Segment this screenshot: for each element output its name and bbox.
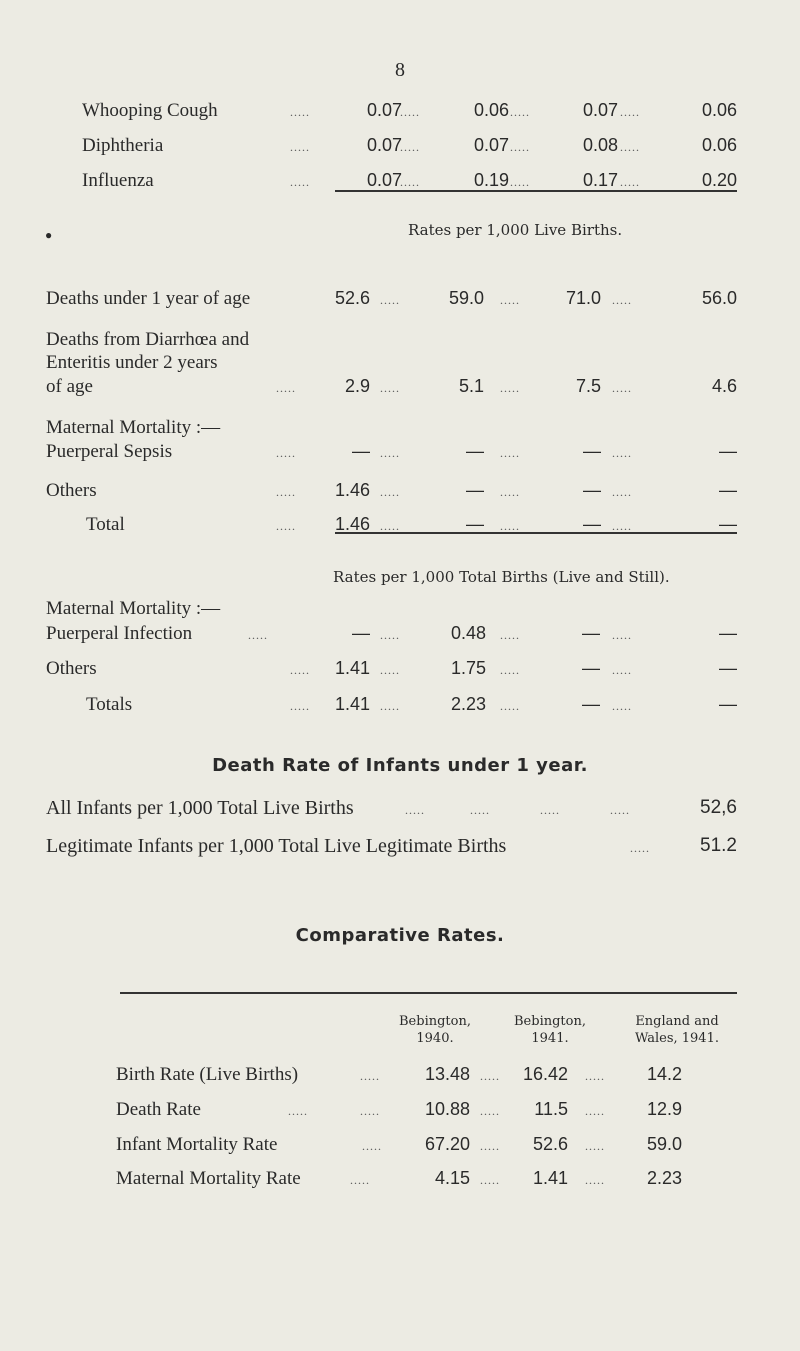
leader-dots: ..... xyxy=(400,175,420,189)
live-births-header: Rates per 1,000 Live Births. xyxy=(408,221,623,239)
cell-value: — xyxy=(719,480,737,500)
leader-dots: ..... xyxy=(510,175,530,189)
leader-dots: ..... xyxy=(612,293,632,307)
column-header-line: 1940. xyxy=(416,1031,454,1046)
cell-value: 0.06 xyxy=(701,100,737,120)
cell-value: 0.19 xyxy=(473,170,509,190)
infant-death-rate-heading: Death Rate of Infants under 1 year. xyxy=(212,755,588,776)
row-label: of age xyxy=(46,376,93,397)
cell-value: 13.48 xyxy=(424,1064,470,1084)
leader-dots: ..... xyxy=(380,446,400,460)
cell-value: — xyxy=(582,658,600,678)
leader-dots: ..... xyxy=(612,663,632,677)
cell-value: 2.23 xyxy=(646,1168,682,1188)
cell-value: — xyxy=(719,694,737,714)
column-header-line: Wales, 1941. xyxy=(635,1031,719,1046)
cell-value: 16.42 xyxy=(522,1064,568,1084)
leader-dots: ..... xyxy=(585,1104,605,1118)
row-label: Puerperal Infection xyxy=(46,623,193,644)
leader-dots: ..... xyxy=(500,519,520,533)
leader-dots: ..... xyxy=(400,105,420,119)
cell-value: 0.07 xyxy=(366,100,402,120)
cell-value: 56.0 xyxy=(701,288,737,308)
leader-dots: ..... xyxy=(610,803,630,817)
cell-value: 0.06 xyxy=(701,135,737,155)
cell-value: 1.41 xyxy=(334,658,370,678)
leader-dots: ..... xyxy=(540,803,560,817)
leader-dots: ..... xyxy=(612,446,632,460)
leader-dots: ..... xyxy=(480,1104,500,1118)
leader-dots: ..... xyxy=(612,628,632,642)
leader-dots: ..... xyxy=(480,1069,500,1083)
row-label: All Infants per 1,000 Total Live Births xyxy=(46,797,354,819)
cell-value: 0.07 xyxy=(582,100,618,120)
leader-dots: ..... xyxy=(276,519,296,533)
cell-value: — xyxy=(582,694,600,714)
row-label: Enteritis under 2 years xyxy=(46,352,218,373)
leader-dots: ..... xyxy=(360,1104,380,1118)
leader-dots: ..... xyxy=(290,105,310,119)
cell-value: 5.1 xyxy=(458,376,484,396)
leader-dots: ..... xyxy=(380,628,400,642)
row-label: Birth Rate (Live Births) xyxy=(116,1064,299,1085)
cell-value: — xyxy=(719,623,737,643)
cell-value: — xyxy=(466,441,484,461)
row-label: Infant Mortality Rate xyxy=(116,1134,278,1155)
section-divider-2 xyxy=(335,532,737,534)
cell-value: 11.5 xyxy=(534,1099,568,1119)
cell-value: 12.9 xyxy=(646,1099,682,1119)
row-label: Others xyxy=(46,658,97,679)
row-label: Others xyxy=(46,480,97,501)
row-label: Totals xyxy=(86,694,133,715)
cell-value: — xyxy=(352,623,370,643)
leader-dots: ..... xyxy=(500,381,520,395)
leader-dots: ..... xyxy=(620,140,640,154)
total-births-header: Rates per 1,000 Total Births (Live and Still). xyxy=(333,568,670,586)
leader-dots: ..... xyxy=(290,663,310,677)
cell-value: 0.07 xyxy=(366,170,402,190)
row-label: Maternal Mortality :— xyxy=(46,417,221,438)
cell-value: 0.08 xyxy=(582,135,618,155)
leader-dots: ..... xyxy=(585,1069,605,1083)
row-label: Maternal Mortality Rate xyxy=(116,1168,301,1189)
leader-dots: ..... xyxy=(480,1139,500,1153)
cell-value: 51.2 xyxy=(700,835,737,856)
row-label: Deaths under 1 year of age xyxy=(46,288,251,309)
leader-dots: ..... xyxy=(585,1173,605,1187)
cell-value: 1.75 xyxy=(450,658,486,678)
column-header xyxy=(480,1013,620,1047)
leader-dots: ..... xyxy=(380,485,400,499)
cell-value: — xyxy=(583,514,601,534)
cell-value: 59.0 xyxy=(448,288,484,308)
cell-value: 52.6 xyxy=(532,1134,568,1154)
leader-dots: ..... xyxy=(630,841,650,855)
leader-dots: ..... xyxy=(290,140,310,154)
cell-value: 10.88 xyxy=(424,1099,470,1119)
cell-value: 1.41 xyxy=(334,694,370,714)
leader-dots: ..... xyxy=(350,1173,370,1187)
column-header-line: 1941. xyxy=(531,1031,569,1046)
leader-dots: ..... xyxy=(612,699,632,713)
leader-dots: ..... xyxy=(288,1104,308,1118)
leader-dots: ..... xyxy=(400,140,420,154)
leader-dots: ..... xyxy=(620,105,640,119)
cell-value: 0.07 xyxy=(473,135,509,155)
row-label: Death Rate xyxy=(116,1099,201,1120)
cell-value: — xyxy=(583,480,601,500)
leader-dots: ..... xyxy=(612,381,632,395)
column-header-line: England and xyxy=(635,1014,719,1029)
leader-dots: ..... xyxy=(612,485,632,499)
leader-dots: ..... xyxy=(612,519,632,533)
leader-dots: ..... xyxy=(290,175,310,189)
cell-value: 14.2 xyxy=(646,1064,682,1084)
leader-dots: ..... xyxy=(276,446,296,460)
cell-value: 4.15 xyxy=(434,1168,470,1188)
leader-dots: ..... xyxy=(380,381,400,395)
cell-value: 0.06 xyxy=(473,100,509,120)
leader-dots: ..... xyxy=(290,699,310,713)
leader-dots: ..... xyxy=(380,699,400,713)
leader-dots: ..... xyxy=(360,1069,380,1083)
cell-value: 71.0 xyxy=(565,288,601,308)
row-label: Influenza xyxy=(82,170,154,191)
leader-dots: ..... xyxy=(380,293,400,307)
row-label: Total xyxy=(86,514,125,535)
leader-dots: ..... xyxy=(500,485,520,499)
maternal-mortality-subheader: Maternal Mortality :— xyxy=(46,598,221,619)
cell-value: 2.23 xyxy=(450,694,486,714)
cell-value: 0.07 xyxy=(366,135,402,155)
cell-value: 7.5 xyxy=(575,376,601,396)
cell-value: 1.46 xyxy=(334,480,370,500)
bullet-marker: ● xyxy=(45,228,53,242)
leader-dots: ..... xyxy=(500,293,520,307)
leader-dots: ..... xyxy=(510,105,530,119)
cell-value: 4.6 xyxy=(711,376,737,396)
cell-value: 0.20 xyxy=(701,170,737,190)
cell-value: 59.0 xyxy=(646,1134,682,1154)
cell-value: 1.41 xyxy=(532,1168,568,1188)
leader-dots: ..... xyxy=(380,663,400,677)
leader-dots: ..... xyxy=(405,803,425,817)
cell-value: — xyxy=(582,623,600,643)
comparative-rates-heading: Comparative Rates. xyxy=(295,925,505,946)
cell-value: 67.20 xyxy=(424,1134,470,1154)
cell-value: — xyxy=(466,480,484,500)
cell-value: — xyxy=(466,514,484,534)
leader-dots: ..... xyxy=(500,663,520,677)
cell-value: — xyxy=(583,441,601,461)
leader-dots: ..... xyxy=(480,1173,500,1187)
leader-dots: ..... xyxy=(500,628,520,642)
leader-dots: ..... xyxy=(362,1139,382,1153)
cell-value: 1.46 xyxy=(334,514,370,534)
row-label: Legitimate Infants per 1,000 Total Live Legitimate Births xyxy=(46,835,507,857)
leader-dots: ..... xyxy=(276,485,296,499)
leader-dots: ..... xyxy=(500,699,520,713)
column-header xyxy=(607,1013,747,1047)
leader-dots: ..... xyxy=(500,446,520,460)
row-label: Deaths from Diarrhœa and xyxy=(46,329,250,350)
cell-value: 52.6 xyxy=(334,288,370,308)
column-header-line: Bebington, xyxy=(399,1014,471,1029)
leader-dots: ..... xyxy=(470,803,490,817)
cell-value: — xyxy=(719,441,737,461)
cell-value: — xyxy=(352,441,370,461)
cell-value: — xyxy=(719,514,737,534)
page-number: 8 xyxy=(395,59,405,81)
section-divider-1 xyxy=(335,190,737,192)
row-label: Whooping Cough xyxy=(82,100,218,121)
cell-value: — xyxy=(719,658,737,678)
leader-dots: ..... xyxy=(510,140,530,154)
cell-value: 0.17 xyxy=(582,170,618,190)
leader-dots: ..... xyxy=(585,1139,605,1153)
row-label: Puerperal Sepsis xyxy=(46,441,173,462)
leader-dots: ..... xyxy=(248,628,268,642)
leader-dots: ..... xyxy=(276,381,296,395)
cell-value: 52,6 xyxy=(700,797,737,818)
section-divider-3 xyxy=(120,992,737,994)
cell-value: 2.9 xyxy=(344,376,370,396)
row-label: Diphtheria xyxy=(82,135,164,156)
cell-value: 0.48 xyxy=(450,623,486,643)
leader-dots: ..... xyxy=(620,175,640,189)
leader-dots: ..... xyxy=(380,519,400,533)
column-header-line: Bebington, xyxy=(514,1014,586,1029)
